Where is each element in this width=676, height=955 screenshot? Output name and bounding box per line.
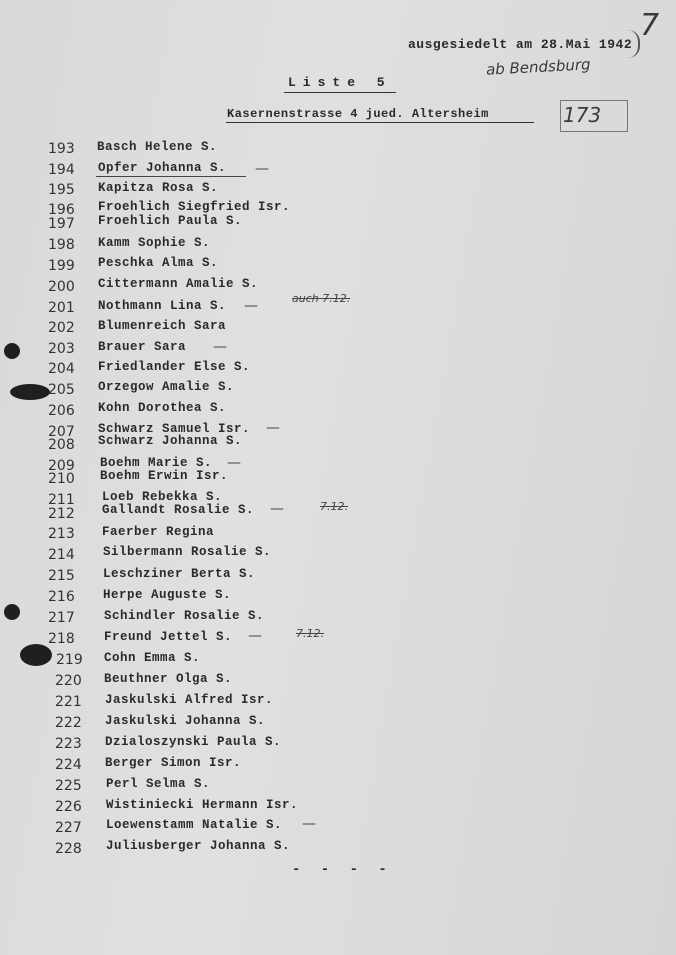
dash-mark: —	[255, 161, 269, 177]
entry-name: Loeb Rebekka S.	[102, 490, 223, 504]
entry-number: 212	[48, 506, 75, 522]
entry-name: Opfer Johanna S.	[98, 161, 227, 175]
entry-number: 204	[48, 361, 75, 377]
entry-number: 193	[48, 141, 75, 157]
crossed-out-note: 7.12.	[320, 500, 348, 513]
entry-name: Gallandt Rosalie S.	[102, 503, 255, 517]
entry-name: Froehlich Siegfried Isr.	[98, 200, 291, 214]
entry-number: 223	[55, 736, 82, 752]
dash-mark: —	[266, 420, 280, 436]
entry-name: Kapitza Rosa S.	[98, 181, 219, 195]
dash-mark: —	[302, 816, 316, 832]
entry-name: Boehm Marie S.	[100, 456, 213, 470]
entry-name: Froehlich Paula S.	[98, 214, 243, 228]
entry-number: 211	[48, 492, 75, 508]
entry-name: Juliusberger Johanna S.	[106, 839, 291, 853]
entry-name: Kohn Dorothea S.	[98, 401, 227, 415]
dash-mark: —	[227, 455, 241, 471]
entry-name: Faerber Regina	[102, 525, 215, 539]
entry-number: 227	[55, 820, 82, 836]
entry-number: 203	[48, 341, 75, 357]
entry-name: Schindler Rosalie S.	[104, 609, 265, 623]
entry-name: Jaskulski Johanna S.	[105, 714, 266, 728]
entry-name: Peschka Alma S.	[98, 256, 219, 270]
brace-mark	[628, 30, 640, 58]
entry-number: 208	[48, 437, 75, 453]
end-of-list-dashes: - - - -	[292, 862, 393, 878]
entry-name: Perl Selma S.	[106, 777, 211, 791]
dash-mark: —	[244, 298, 258, 314]
entry-number: 210	[48, 471, 75, 487]
entry-number: 198	[48, 237, 75, 253]
entry-number: 215	[48, 568, 75, 584]
entry-number: 226	[55, 799, 82, 815]
entry-number: 207	[48, 424, 75, 440]
entry-number: 221	[55, 694, 82, 710]
entry-name: Orzegow Amalie S.	[98, 380, 235, 394]
entry-number: 222	[55, 715, 82, 731]
dash-mark: —	[270, 501, 284, 517]
entry-name: Blumenreich Sara	[98, 319, 227, 333]
entry-number: 201	[48, 300, 75, 316]
address-underline	[226, 122, 534, 123]
entry-number: 218	[48, 631, 75, 647]
deportation-date-line: ausgesiedelt am 28.Mai 1942	[408, 37, 633, 52]
entry-name: Dzialoszynski Paula S.	[105, 735, 282, 749]
entry-name: Loewenstamm Natalie S.	[106, 818, 283, 832]
entry-number: 220	[55, 673, 82, 689]
entry-number: 200	[48, 279, 75, 295]
entry-number: 195	[48, 182, 75, 198]
dash-mark: —	[213, 339, 227, 355]
punch-hole	[4, 343, 20, 359]
entry-number: 196	[48, 202, 75, 218]
entry-name: Wistiniecki Hermann Isr.	[106, 798, 299, 812]
entry-number: 194	[48, 162, 75, 178]
address-line: Kasernenstrasse 4 jued. Altersheim	[227, 107, 489, 121]
entry-number: 219	[56, 652, 83, 668]
entry-name: Beuthner Olga S.	[104, 672, 233, 686]
entry-name: Schwarz Johanna S.	[98, 434, 243, 448]
entry-name: Cohn Emma S.	[104, 651, 201, 665]
page-number: 7	[640, 8, 660, 43]
handwritten-location-note: ab Bendsburg	[485, 55, 591, 79]
entry-name: Leschziner Berta S.	[103, 567, 256, 581]
entry-name: Nothmann Lina S.	[98, 299, 227, 313]
list-title: Liste 5	[288, 75, 392, 90]
crossed-out-note: 7.12.	[296, 627, 324, 640]
entry-number: 205	[48, 382, 75, 398]
entry-number: 199	[48, 258, 75, 274]
entry-number: 228	[55, 841, 82, 857]
entry-name: Kamm Sophie S.	[98, 236, 211, 250]
punch-hole	[10, 384, 50, 400]
entry-number: 224	[55, 757, 82, 773]
entry-name: Jaskulski Alfred Isr.	[105, 693, 274, 707]
entry-name: Friedlander Else S.	[98, 360, 251, 374]
punch-hole	[20, 644, 52, 666]
entry-number: 217	[48, 610, 75, 626]
entry-name: Basch Helene S.	[97, 140, 218, 154]
handwritten-count: 173	[563, 103, 602, 127]
entry-name: Berger Simon Isr.	[105, 756, 242, 770]
entry-number: 209	[48, 458, 75, 474]
entry-number: 213	[48, 526, 75, 542]
entry-number: 216	[48, 589, 75, 605]
entry-number: 206	[48, 403, 75, 419]
entry-number: 225	[55, 778, 82, 794]
entry-number: 202	[48, 320, 75, 336]
entry-number: 214	[48, 547, 75, 563]
dash-mark: —	[248, 628, 262, 644]
punch-hole	[4, 604, 20, 620]
entry-name: Boehm Erwin Isr.	[100, 469, 229, 483]
list-title-underline	[284, 92, 396, 93]
entry-name: Herpe Auguste S.	[103, 588, 232, 602]
entry-name: Schwarz Samuel Isr.	[98, 422, 251, 436]
entry-name: Brauer Sara	[98, 340, 187, 354]
underline-mark	[96, 176, 246, 177]
entry-name: Cittermann Amalie S.	[98, 277, 259, 291]
entry-number: 197	[48, 216, 75, 232]
entry-name: Silbermann Rosalie S.	[103, 545, 272, 559]
entry-name: Freund Jettel S.	[104, 630, 233, 644]
crossed-out-note: auch 7.12.	[292, 292, 351, 305]
